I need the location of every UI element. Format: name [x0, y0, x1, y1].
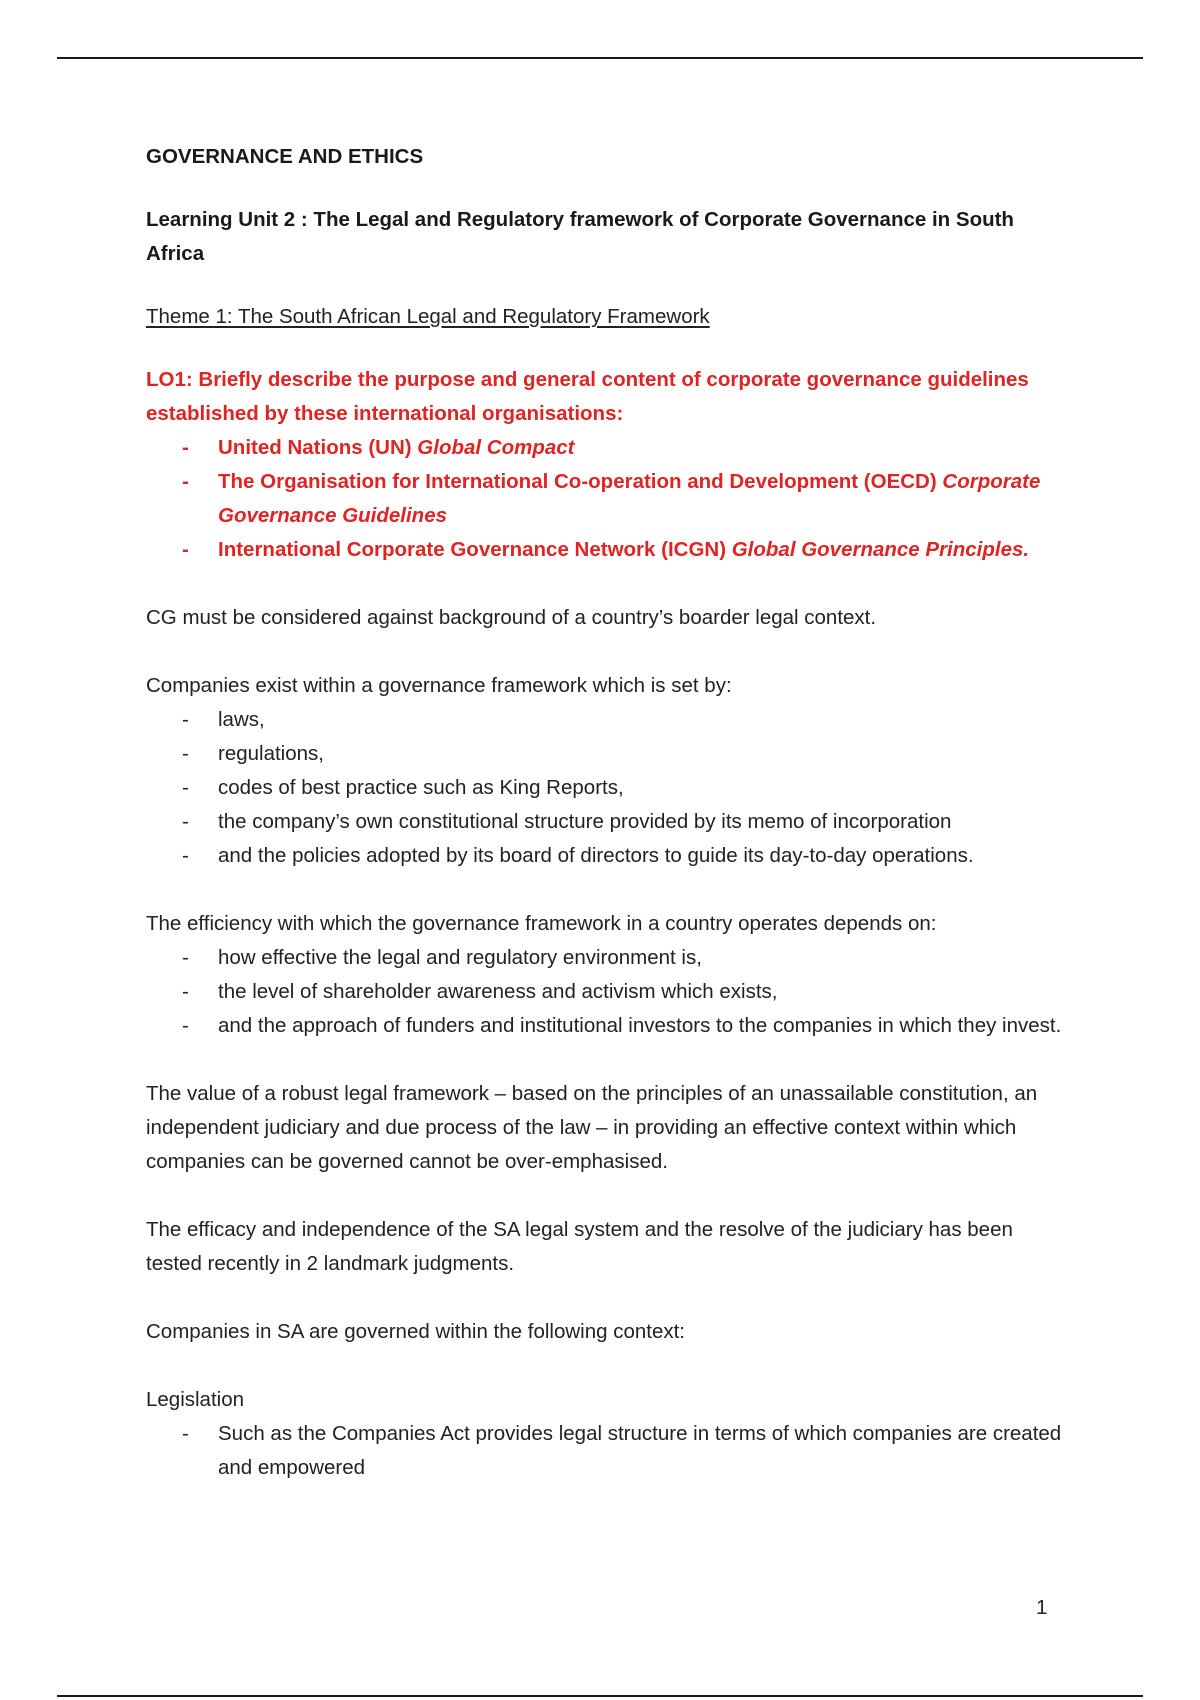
list-item-text: Such as the Companies Act provides legal structure in terms of which companies are created and empowered: [218, 1422, 1062, 1479]
theme-heading-text: Theme 1: The South African Legal and Regulatory Framework: [146, 305, 710, 328]
efficiency-list: [146, 941, 1066, 1043]
paragraph-context: Companies in SA are governed within the following context:: [146, 1320, 686, 1343]
paragraph-efficacy: The efficacy and independence of the SA legal system and the resolve of the judiciary has been tested recently in 2 landmark judgments.: [146, 1218, 1013, 1275]
legislation-list: [146, 1417, 1066, 1485]
list-item-text: regulations,: [218, 742, 324, 765]
legislation-heading: Legislation: [146, 1388, 245, 1411]
legislation-section: [146, 1383, 1066, 1485]
list-item: [146, 1417, 1066, 1485]
list-item-text: the company’s own constitutional structure provided by its memo of incorporation: [218, 810, 952, 833]
list-item-text: the level of shareholder awareness and activism which exists,: [218, 980, 778, 1003]
bullet-dash: -: [182, 436, 189, 459]
bullet-dash: -: [182, 1422, 189, 1445]
list-item-text: codes of best practice such as King Reports,: [218, 776, 624, 799]
bullet-dash: -: [182, 538, 189, 561]
list-item-text: how effective the legal and regulatory environment is,: [218, 946, 702, 969]
learning-outcome-lo1: [146, 363, 1066, 567]
list-item: [146, 941, 1066, 975]
footer-rule: [57, 1695, 1143, 1697]
efficiency-section: [146, 907, 1066, 1043]
bullet-dash: -: [182, 1014, 189, 1037]
bullet-dash: -: [182, 708, 189, 731]
bullet-dash: -: [182, 470, 189, 493]
list-item: [146, 805, 1066, 839]
list-item: [146, 839, 1066, 873]
lo1-list: [146, 431, 1066, 567]
bullet-dash: -: [182, 742, 189, 765]
lo1-item-prefix: United Nations (UN): [218, 436, 418, 459]
list-item: [146, 737, 1066, 771]
bullet-dash: -: [182, 980, 189, 1003]
list-item-text: and the policies adopted by its board of directors to guide its day-to-day operations.: [218, 844, 974, 867]
list-item: [146, 533, 1066, 567]
framework-section: [146, 669, 1066, 873]
framework-list: [146, 703, 1066, 873]
document-body: [146, 140, 1066, 1485]
efficiency-intro: The efficiency with which the governance framework in a country operates depends on:: [146, 912, 937, 935]
list-item: [146, 975, 1066, 1009]
lo1-item-italic: Corporate Governance Guidelines: [218, 470, 1041, 527]
framework-intro: Companies exist within a governance framework which is set by:: [146, 674, 732, 697]
unit-heading: Learning Unit 2 : The Legal and Regulatory framework of Corporate Governance in South Africa: [146, 208, 1014, 265]
paragraph-value: The value of a robust legal framework – based on the principles of an unassailable constitution, an independent judiciary and due process of the law – in providing an effective context within which companies can be governed cannot be over-emphasised.: [146, 1082, 1038, 1173]
lo1-item-italic: Global Compact: [417, 436, 575, 459]
list-item-text: and the approach of funders and institutional investors to the companies in which they invest.: [218, 1014, 1062, 1037]
list-item: [146, 1009, 1066, 1043]
header-rule: [57, 57, 1143, 59]
bullet-dash: -: [182, 946, 189, 969]
bullet-dash: -: [182, 810, 189, 833]
lo1-item-italic: Global Governance Principles.: [731, 538, 1030, 561]
theme-heading: [146, 300, 1066, 334]
paragraph-background: CG must be considered against background of a country’s boarder legal context.: [146, 606, 877, 629]
lo1-item-prefix: International Corporate Governance Network (ICGN): [218, 538, 732, 561]
lo1-item-prefix: The Organisation for International Co-operation and Development (OECD): [218, 470, 943, 493]
list-item: [146, 771, 1066, 805]
lo1-intro: LO1: Briefly describe the purpose and general content of corporate governance guidelines established by these international organisations:: [146, 368, 1029, 425]
bullet-dash: -: [182, 776, 189, 799]
list-item: [146, 465, 1066, 533]
list-item: [146, 431, 1066, 465]
page-number: 1: [1036, 1596, 1048, 1619]
list-item-text: laws,: [218, 708, 265, 731]
bullet-dash: -: [182, 844, 189, 867]
document-title: GOVERNANCE AND ETHICS: [146, 145, 424, 168]
list-item: [146, 703, 1066, 737]
